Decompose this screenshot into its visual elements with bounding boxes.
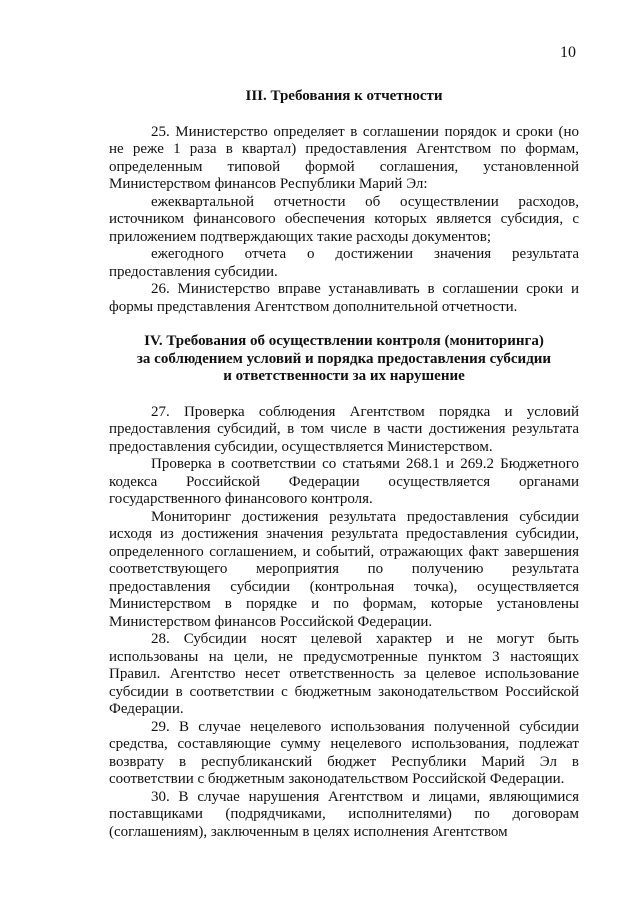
paragraph-25-annual: ежегодного отчета о достижении значения результата предоставления субсидии. bbox=[109, 246, 579, 280]
paragraph-25: 25. Министерство определяет в соглашении порядок и сроки (но не реже 1 раза в квартал) предоставления Агентством по формам, определенным типовой формой соглашения, установленной Министерством финансов Республики Марий Эл: bbox=[109, 123, 579, 192]
paragraph-27-audit: Проверка в соответствии со статьями 268.1 и 269.2 Бюджетного кодекса Российской Федерации осуществляется органами государственного финансового контроля. bbox=[109, 456, 579, 507]
paragraph-27-monitoring: Мониторинг достижения результата предоставления субсидии исходя из достижения значения результата предоставления субсидии, определенного соглашением, и событий, отражающих факт завершения соответствующего мероприятия по получению результата предоставления субсидии (контрольная точка), осуществляется Министерством в порядке и по формам, которые установлены Министерством финансов Российской Федерации. bbox=[109, 508, 579, 630]
paragraph-26: 26. Министерство вправе устанавливать в соглашении сроки и формы представления Агентством дополнительной отчетности. bbox=[109, 281, 579, 315]
paragraph-30: 30. В случае нарушения Агентством и лицами, являющимися поставщиками (подрядчиками, исполнителями) по договорам (соглашениям), заключенным в целях исполнения Агентством bbox=[109, 788, 579, 840]
section-heading-iv-line-1: IV. Требования об осуществлении контроля (мониторинга) bbox=[144, 333, 544, 349]
paragraph-28: 28. Субсидии носят целевой характер и не могут быть использованы на цели, не предусмотренные пунктом 3 настоящих Правил. Агентство несет ответственность за целевое использование субсидии в соответствии с бюджетным законодательством Российской Федерации. bbox=[109, 631, 579, 717]
paragraph-27: 27. Проверка соблюдения Агентством порядка и условий предоставления субсидий, в том числе в части достижения результата предоставления субсидии, осуществляется Министерством. bbox=[109, 403, 579, 455]
section-heading-iv-line-3: и ответственности за их нарушение bbox=[223, 368, 465, 384]
section-heading-iv-line-2: за соблюдением условий и порядка предоставления субсидии bbox=[136, 350, 552, 367]
paragraph-25-quarterly: ежеквартальной отчетности об осуществлении расходов, источником финансового обеспечения которых является субсидия, с приложением подтверждающих такие расходы документов; bbox=[109, 193, 579, 245]
section-heading-iii: III. Требования к отчетности bbox=[245, 88, 443, 104]
document-body bbox=[109, 88, 579, 841]
page-number: 10 bbox=[560, 44, 576, 61]
paragraph-29: 29. В случае нецелевого использования полученной субсидии средства, составляющие сумму нецелевого использования, подлежат возврату в республиканский бюджет Республики Марий Эл в соответствии с бюджетным законодательством Российской Федерации. bbox=[109, 718, 579, 787]
